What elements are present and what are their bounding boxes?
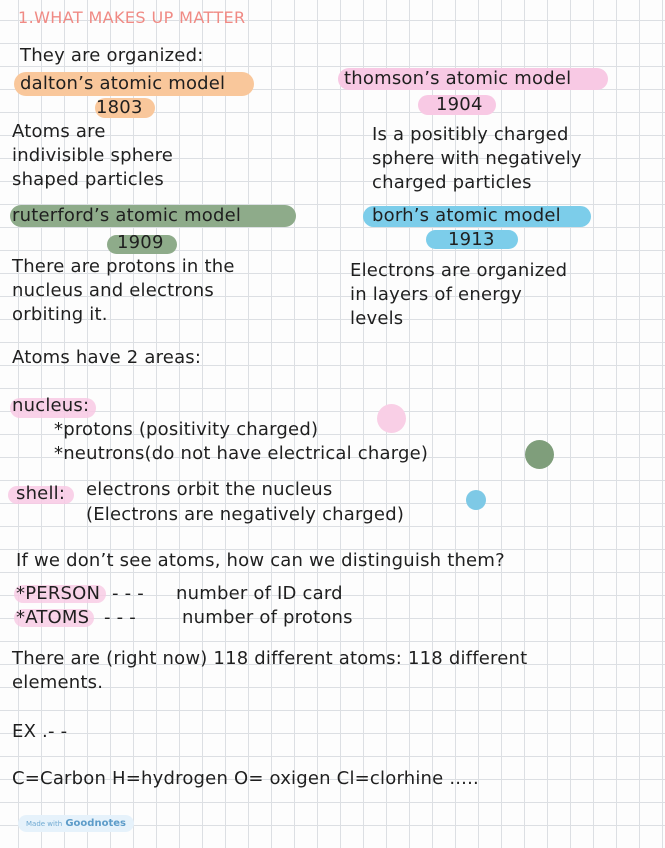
watermark-brand: Goodnotes: [65, 818, 126, 829]
model-name-thomson: thomson’s atomic model: [344, 68, 572, 89]
question-text: If we don’t see atoms, how can we distinguish them?: [16, 550, 505, 571]
comparison-label-person: *PERSON: [16, 583, 101, 604]
model-year-rutherford: 1909: [117, 232, 164, 253]
goodnotes-watermark: [18, 815, 134, 832]
model-name-rutherford: ruterford’s atomic model: [12, 205, 242, 226]
shell-label: shell:: [16, 483, 66, 504]
shell-line-1: electrons orbit the nucleus: [86, 479, 333, 500]
comparison-label-atoms: *ATOMS: [16, 607, 90, 628]
model-year-thomson: 1904: [436, 94, 483, 115]
watermark-prefix: Made with: [26, 820, 63, 828]
nucleus-item-neutrons: *neutrons(do not have electrical charge): [54, 443, 429, 464]
model-name-dalton: dalton’s atomic model: [20, 73, 226, 94]
nucleus-item-protons: *protons (positivity charged): [54, 419, 319, 440]
green-dot: [525, 440, 554, 469]
comparison-dashes-person: - - -: [112, 583, 144, 604]
comparison-value-person: number of ID card: [176, 583, 343, 604]
example-label: EX .- -: [12, 721, 68, 742]
model-description-thomson: Is a positibly charged sphere with negatively charged particles: [372, 124, 582, 193]
model-year-bohr: 1913: [448, 229, 495, 250]
shell-line-2: (Electrons are negatively charged): [86, 504, 405, 525]
model-year-dalton: 1803: [96, 97, 143, 118]
model-description-dalton: Atoms are indivisible sphere shaped particles: [12, 121, 174, 190]
model-description-rutherford: There are protons in the nucleus and electrons orbiting it.: [12, 256, 235, 325]
model-name-bohr: borh’s atomic model: [372, 205, 561, 226]
blue-dot: [466, 490, 486, 510]
comparison-dashes-atoms: - - -: [104, 607, 136, 628]
element-examples: C=Carbon H=hydrogen O= oxigen Cl=clorhine .....: [12, 768, 479, 789]
pink-dot: [377, 404, 406, 433]
page-title: 1.WHAT MAKES UP MATTER: [18, 8, 246, 27]
areas-heading: Atoms have 2 areas:: [12, 347, 202, 368]
intro-text: They are organized:: [20, 45, 204, 66]
model-description-bohr: Electrons are organized in layers of energy levels: [350, 260, 568, 329]
comparison-value-atoms: number of protons: [182, 607, 353, 628]
nucleus-label: nucleus:: [12, 395, 90, 416]
elements-statement: There are (right now) 118 different atoms: 118 different elements.: [12, 648, 528, 693]
